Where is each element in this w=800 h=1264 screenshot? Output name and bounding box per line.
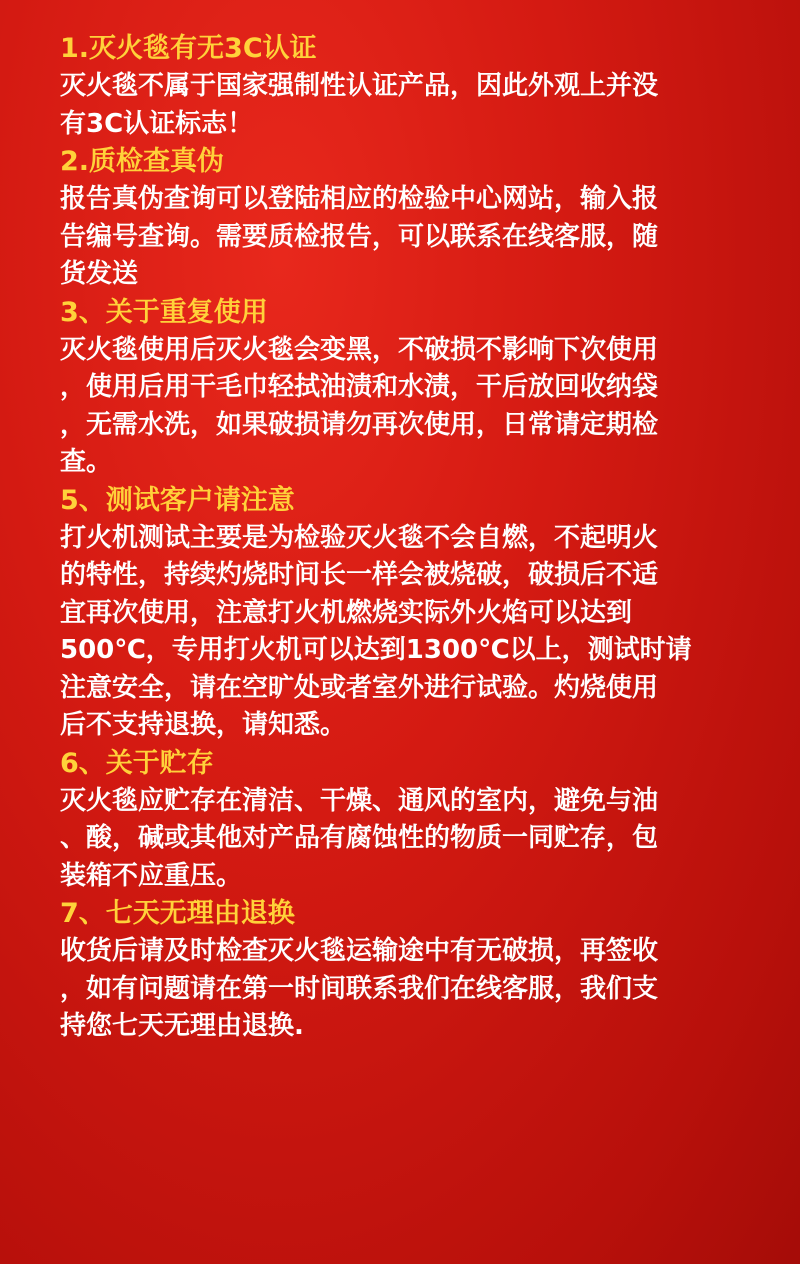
- body-line: 的特性，持续灼烧时间长一样会被烧破，破损后不适: [60, 560, 659, 590]
- body-line: 灭火毯使用后灭火毯会变黑，不破损不影响下次使用: [60, 334, 659, 365]
- faq-section: [60, 294, 760, 482]
- body-line: 有3C认证标志！: [60, 108, 254, 139]
- section-body: [60, 783, 760, 896]
- body-line: 查。: [60, 447, 113, 477]
- section-title: 1.灭火毯有无3C认证: [60, 33, 317, 64]
- faq-section: [60, 143, 760, 294]
- section-body: [60, 933, 760, 1046]
- body-line: ，如有问题请在第一时间联系我们在线客服，我们支: [60, 973, 659, 1004]
- section-body: [60, 181, 760, 294]
- body-line: ，无需水洗，如果破损请勿再次使用，日常请定期检: [60, 409, 659, 440]
- faq-section: [60, 482, 760, 745]
- body-line: 装箱不应重压。: [60, 860, 243, 891]
- body-line: 报告真伪查询可以登陆相应的检验中心网站，输入报: [60, 184, 659, 214]
- body-line: 灭火毯应贮存在清洁、干燥、通风的室内，避免与油: [60, 785, 659, 816]
- body-line: 收货后请及时检查灭火毯运输途中有无破损，再签收: [60, 936, 659, 966]
- section-title: 3、关于重复使用: [60, 296, 268, 328]
- body-line: 持您七天无理由退换.: [60, 1011, 304, 1041]
- body-line: 货发送: [60, 259, 139, 289]
- body-line: 打火机测试主要是为检验灭火毯不会自燃，不起明火: [60, 522, 659, 553]
- body-line: 后不支持退换，请知悉。: [60, 710, 347, 740]
- body-line: ，使用后用干毛巾轻拭油渍和水渍，干后放回收纳袋: [60, 372, 659, 402]
- body-line: 宜再次使用，注意打火机燃烧实际外火焰可以达到: [60, 597, 633, 628]
- faq-section: [60, 745, 760, 896]
- section-body: [60, 332, 760, 482]
- body-line: 灭火毯不属于国家强制性认证产品，因此外观上并没: [60, 71, 659, 101]
- section-body: [60, 520, 760, 745]
- body-line: 500℃，专用打火机可以达到1300℃以上，测试时请: [60, 635, 692, 665]
- section-title: 2.质检查真伪: [60, 146, 225, 177]
- body-line: 注意安全，请在空旷处或者室外进行试验。灼烧使用: [60, 672, 659, 703]
- section-title: 7、七天无理由退换: [60, 898, 295, 929]
- faq-section: [60, 895, 760, 1046]
- section-title: 5、测试客户请注意: [60, 484, 295, 516]
- body-line: 、酸，碱或其他对产品有腐蚀性的物质一同贮存，包: [60, 823, 659, 853]
- body-line: 告编号查询。需要质检报告，可以联系在线客服，随: [60, 221, 659, 252]
- section-body: [60, 68, 760, 143]
- section-title: 6、关于贮存: [60, 747, 214, 779]
- faq-section: [60, 30, 760, 143]
